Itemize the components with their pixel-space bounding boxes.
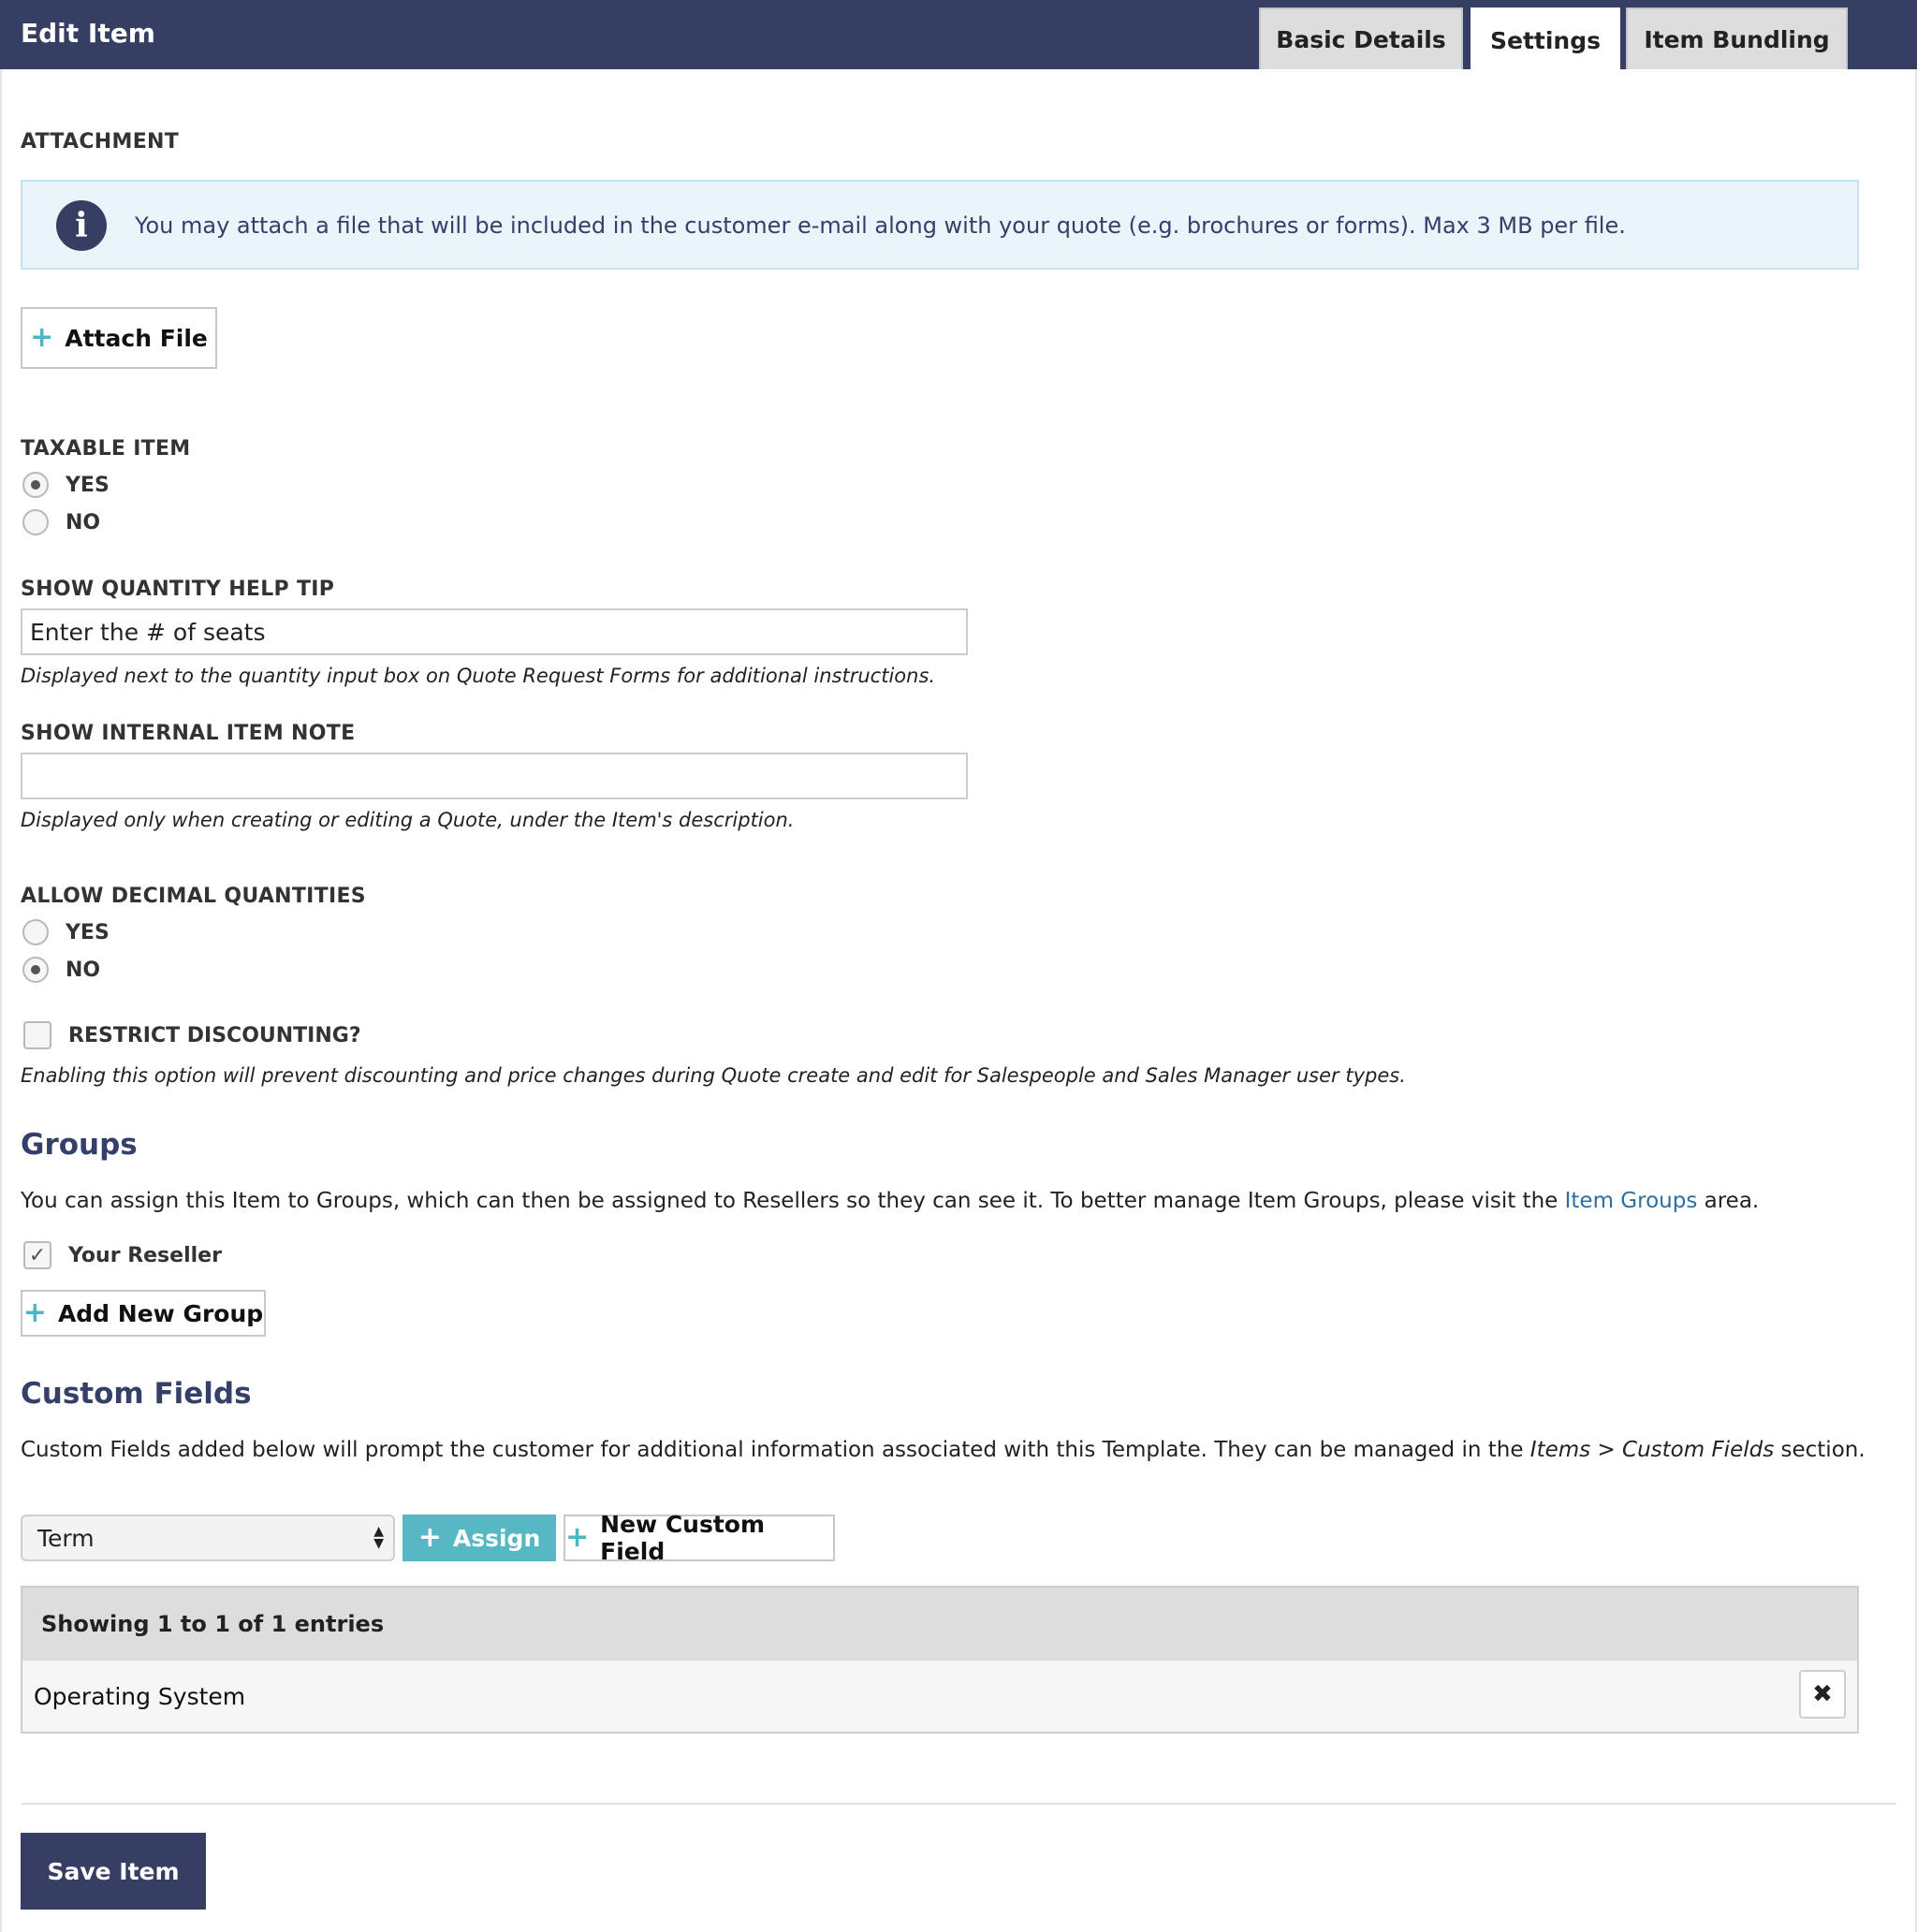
assign-label: Assign bbox=[452, 1524, 541, 1552]
custom-fields-description bbox=[21, 1438, 1866, 1462]
quantity-help-heading: SHOW QUANTITY HELP TIP bbox=[21, 578, 335, 601]
remove-field-button[interactable] bbox=[1799, 1670, 1846, 1719]
attachment-info-box bbox=[21, 180, 1859, 270]
taxable-no-label: NO bbox=[66, 510, 101, 534]
groups-description bbox=[21, 1189, 1759, 1213]
custom-fields-table bbox=[21, 1586, 1859, 1734]
decimal-yes-label: YES bbox=[66, 920, 110, 944]
decimal-no-option[interactable] bbox=[22, 957, 100, 983]
groups-desc-text: You can assign this Item to Groups, which can then be assigned to Resellers so they can see it. To better manage Item Groups, please visit the bbox=[21, 1189, 1565, 1213]
close-icon: ✖ bbox=[1812, 1680, 1833, 1708]
new-custom-field-button[interactable] bbox=[563, 1511, 835, 1565]
restrict-discounting-hint: Enabling this option will prevent discounting and price changes during Quote create and edit for Salespeople and Sales Manager user types. bbox=[21, 1064, 1406, 1087]
decimal-heading: ALLOW DECIMAL QUANTITIES bbox=[21, 885, 366, 908]
table-info: Showing 1 to 1 of 1 entries bbox=[22, 1588, 1857, 1661]
plus-icon: + bbox=[22, 1296, 47, 1329]
page-title: Edit Item bbox=[21, 18, 155, 49]
add-new-group-label: Add New Group bbox=[57, 1299, 264, 1327]
internal-note-heading: SHOW INTERNAL ITEM NOTE bbox=[21, 722, 356, 745]
attachment-heading: ATTACHMENT bbox=[21, 130, 180, 154]
select-arrows-icon: ▲ ▼ bbox=[373, 1524, 384, 1551]
custom-field-select[interactable] bbox=[21, 1515, 395, 1561]
item-groups-link[interactable]: Item Groups bbox=[1564, 1189, 1698, 1213]
decimal-yes-radio[interactable] bbox=[22, 919, 49, 945]
custom-fields-desc-end: section. bbox=[1774, 1438, 1866, 1462]
custom-field-select-value: Term bbox=[37, 1524, 95, 1552]
taxable-yes-option[interactable] bbox=[22, 472, 110, 498]
group-checkbox[interactable]: ✓ bbox=[23, 1241, 51, 1269]
restrict-discounting-checkbox[interactable] bbox=[23, 1021, 51, 1049]
attach-file-button[interactable] bbox=[21, 307, 217, 369]
internal-note-hint: Displayed only when creating or editing a Quote, under the Item's description. bbox=[21, 809, 795, 831]
info-icon: i bbox=[56, 200, 107, 251]
tab-basic-details[interactable]: Basic Details bbox=[1259, 7, 1463, 69]
group-label: Your Reseller bbox=[68, 1243, 222, 1267]
decimal-no-radio[interactable] bbox=[22, 957, 49, 983]
save-item-button[interactable]: Save Item bbox=[21, 1833, 206, 1910]
taxable-no-option[interactable] bbox=[22, 509, 100, 535]
plus-icon: + bbox=[30, 321, 54, 354]
new-custom-field-label: New Custom Field bbox=[600, 1511, 766, 1565]
restrict-discounting-label: RESTRICT DISCOUNTING? bbox=[68, 1023, 361, 1047]
attachment-info-text: You may attach a file that will be included in the customer e-mail along with your quote (e.g. brochures or forms). Max 3 MB per file. bbox=[135, 212, 1626, 239]
assign-button[interactable] bbox=[402, 1515, 556, 1561]
add-new-group-button[interactable] bbox=[21, 1290, 266, 1337]
plus-icon: + bbox=[417, 1521, 442, 1554]
table-row bbox=[22, 1661, 1857, 1732]
restrict-discounting-option[interactable] bbox=[23, 1021, 361, 1049]
taxable-yes-radio[interactable] bbox=[22, 472, 49, 498]
internal-note-input[interactable] bbox=[21, 753, 968, 799]
groups-title: Groups bbox=[21, 1128, 138, 1162]
header-bar bbox=[0, 0, 1917, 69]
custom-field-name: Operating System bbox=[34, 1682, 246, 1710]
custom-fields-path: Items > Custom Fields bbox=[1529, 1438, 1775, 1462]
decimal-yes-option[interactable] bbox=[22, 919, 110, 945]
quantity-help-hint: Displayed next to the quantity input box on Quote Request Forms for additional instructions. bbox=[21, 665, 936, 687]
group-your-reseller[interactable] bbox=[23, 1241, 222, 1269]
custom-fields-desc-text: Custom Fields added below will prompt the customer for additional information associated with this Template. They can be managed in the bbox=[21, 1438, 1530, 1462]
taxable-no-radio[interactable] bbox=[22, 509, 49, 535]
decimal-no-label: NO bbox=[66, 958, 101, 982]
tab-item-bundling[interactable]: Item Bundling bbox=[1626, 7, 1848, 69]
tab-settings[interactable]: Settings bbox=[1471, 7, 1620, 71]
footer-divider bbox=[21, 1803, 1896, 1805]
groups-desc-end: area. bbox=[1697, 1189, 1760, 1213]
attach-file-label: Attach File bbox=[65, 324, 208, 352]
plus-icon: + bbox=[565, 1521, 590, 1554]
quantity-help-input[interactable] bbox=[21, 608, 968, 655]
taxable-yes-label: YES bbox=[66, 473, 110, 497]
custom-fields-title: Custom Fields bbox=[21, 1377, 252, 1411]
taxable-heading: TAXABLE ITEM bbox=[21, 437, 191, 461]
